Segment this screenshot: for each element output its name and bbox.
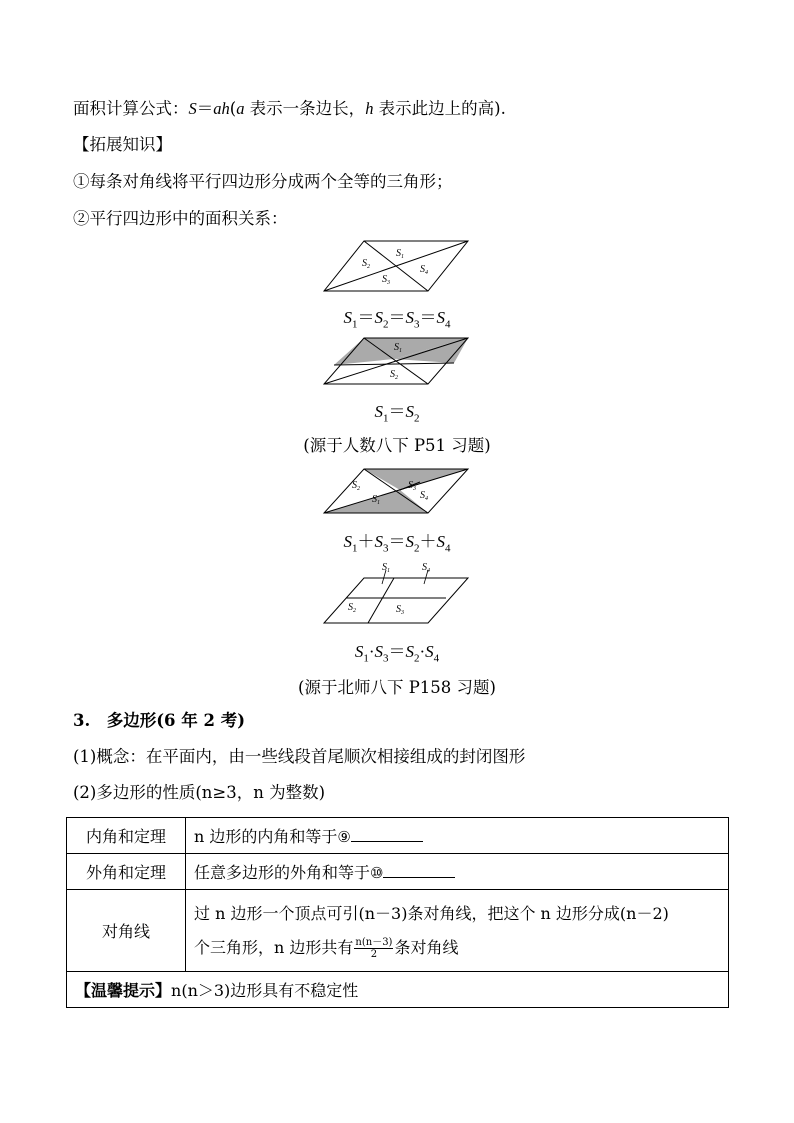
row-header: 内角和定理 — [67, 818, 186, 854]
area-formula-label: 面积计算公式： — [73, 99, 189, 118]
formula-paren: ( — [229, 99, 237, 118]
parallelogram-figure-1 — [322, 238, 472, 296]
diagonal-line-2: 个三角形，n 边形共有 $\frac{n(n-3)}{2}$ 条对角线 — [194, 936, 459, 960]
svg-text:S3: $S_3$ — [396, 604, 404, 616]
svg-text:S1: $S_1$ — [372, 494, 380, 506]
formula-s: S — [188, 99, 197, 118]
formula-text2: 表示此边上的高). — [373, 99, 506, 118]
parallelogram-figure-2 — [322, 335, 472, 387]
blank-marker-9: ⑨ — [337, 828, 351, 846]
svg-text:S2: $S_2$ — [362, 258, 370, 270]
formula-ah: ah — [213, 99, 230, 118]
row-content: n 边形的内角和等于⑨ — [186, 818, 729, 854]
formula-h: h — [365, 99, 374, 118]
svg-text:S3: $S_3$ — [382, 274, 390, 286]
svg-text:S2: $S_2$ — [390, 369, 398, 381]
blank-marker-10: ⑩ — [370, 864, 384, 882]
parallelogram-figure-4 — [322, 560, 472, 626]
row-header: 外角和定理 — [67, 854, 186, 890]
svg-text:S3: $S_3$ — [408, 480, 416, 492]
source-2: (源于北师八下 P158 习题) — [298, 678, 496, 697]
point-2: ②平行四边形中的面积关系： — [73, 209, 288, 228]
table-row — [67, 818, 729, 854]
concept-line: (1)概念：在平面内，由一些线段首尾顺次相接组成的封闭图形 — [73, 747, 526, 766]
point-1: ①每条对角线将平行四边形分成两个全等的三角形； — [73, 172, 453, 191]
tip-cell — [67, 972, 729, 1008]
parallelogram-figure-3 — [322, 466, 472, 516]
svg-text:S1: $S_1$ — [396, 248, 404, 260]
figure-1-caption: $S_1=S_2=S_3=S_4$ — [343, 308, 451, 331]
fraction: $\frac{n(n-3)}{2}$ — [355, 936, 393, 960]
answer-blank[interactable] — [383, 861, 455, 878]
formula-eq: ＝ — [196, 99, 214, 118]
diagonal-line-1: 过 n 边形一个顶点可引(n－3)条对角线，把这个 n 边形分成(n－2) — [194, 903, 669, 923]
figure-4-caption: $S_1\cdot S_3=S_2\cdot S_4$ — [354, 642, 440, 665]
table-row — [67, 854, 729, 890]
svg-text:S1: $S_1$ — [382, 562, 390, 574]
svg-text:S4: $S_4$ — [420, 490, 428, 502]
row-content: 任意多边形的外角和等于⑩ — [186, 854, 729, 890]
svg-text:S4: $S_4$ — [422, 562, 430, 574]
svg-text:S4: $S_4$ — [420, 264, 428, 276]
area-formula-line — [73, 97, 506, 121]
svg-text:S1: $S_1$ — [394, 342, 402, 354]
polygon-properties-table — [66, 817, 729, 1008]
svg-text:S2: $S_2$ — [352, 480, 360, 492]
section-3-title: 3. 多边形(6 年 2 考) — [73, 711, 246, 730]
row-header: 对角线 — [67, 890, 186, 972]
formula-a: a — [236, 99, 245, 118]
tip-row — [67, 972, 729, 1008]
source-1: (源于人数八下 P51 习题) — [303, 436, 491, 455]
tip-label: 【温馨提示】 — [75, 981, 172, 1000]
table-row — [67, 890, 729, 972]
extension-heading: 【拓展知识】 — [73, 135, 172, 154]
svg-text:S2: $S_2$ — [348, 602, 356, 614]
formula-text1: 表示一条边长， — [244, 99, 366, 118]
figure-2-caption: $S_1=S_2$ — [374, 402, 420, 425]
answer-blank[interactable] — [351, 825, 423, 842]
figure-3-caption: $S_1+S_3=S_2+S_4$ — [343, 532, 451, 555]
properties-line: (2)多边形的性质(n≥3，n 为整数) — [73, 783, 326, 802]
row-content — [186, 890, 729, 972]
tip-text: n(n＞3)边形具有不稳定性 — [171, 981, 359, 1000]
